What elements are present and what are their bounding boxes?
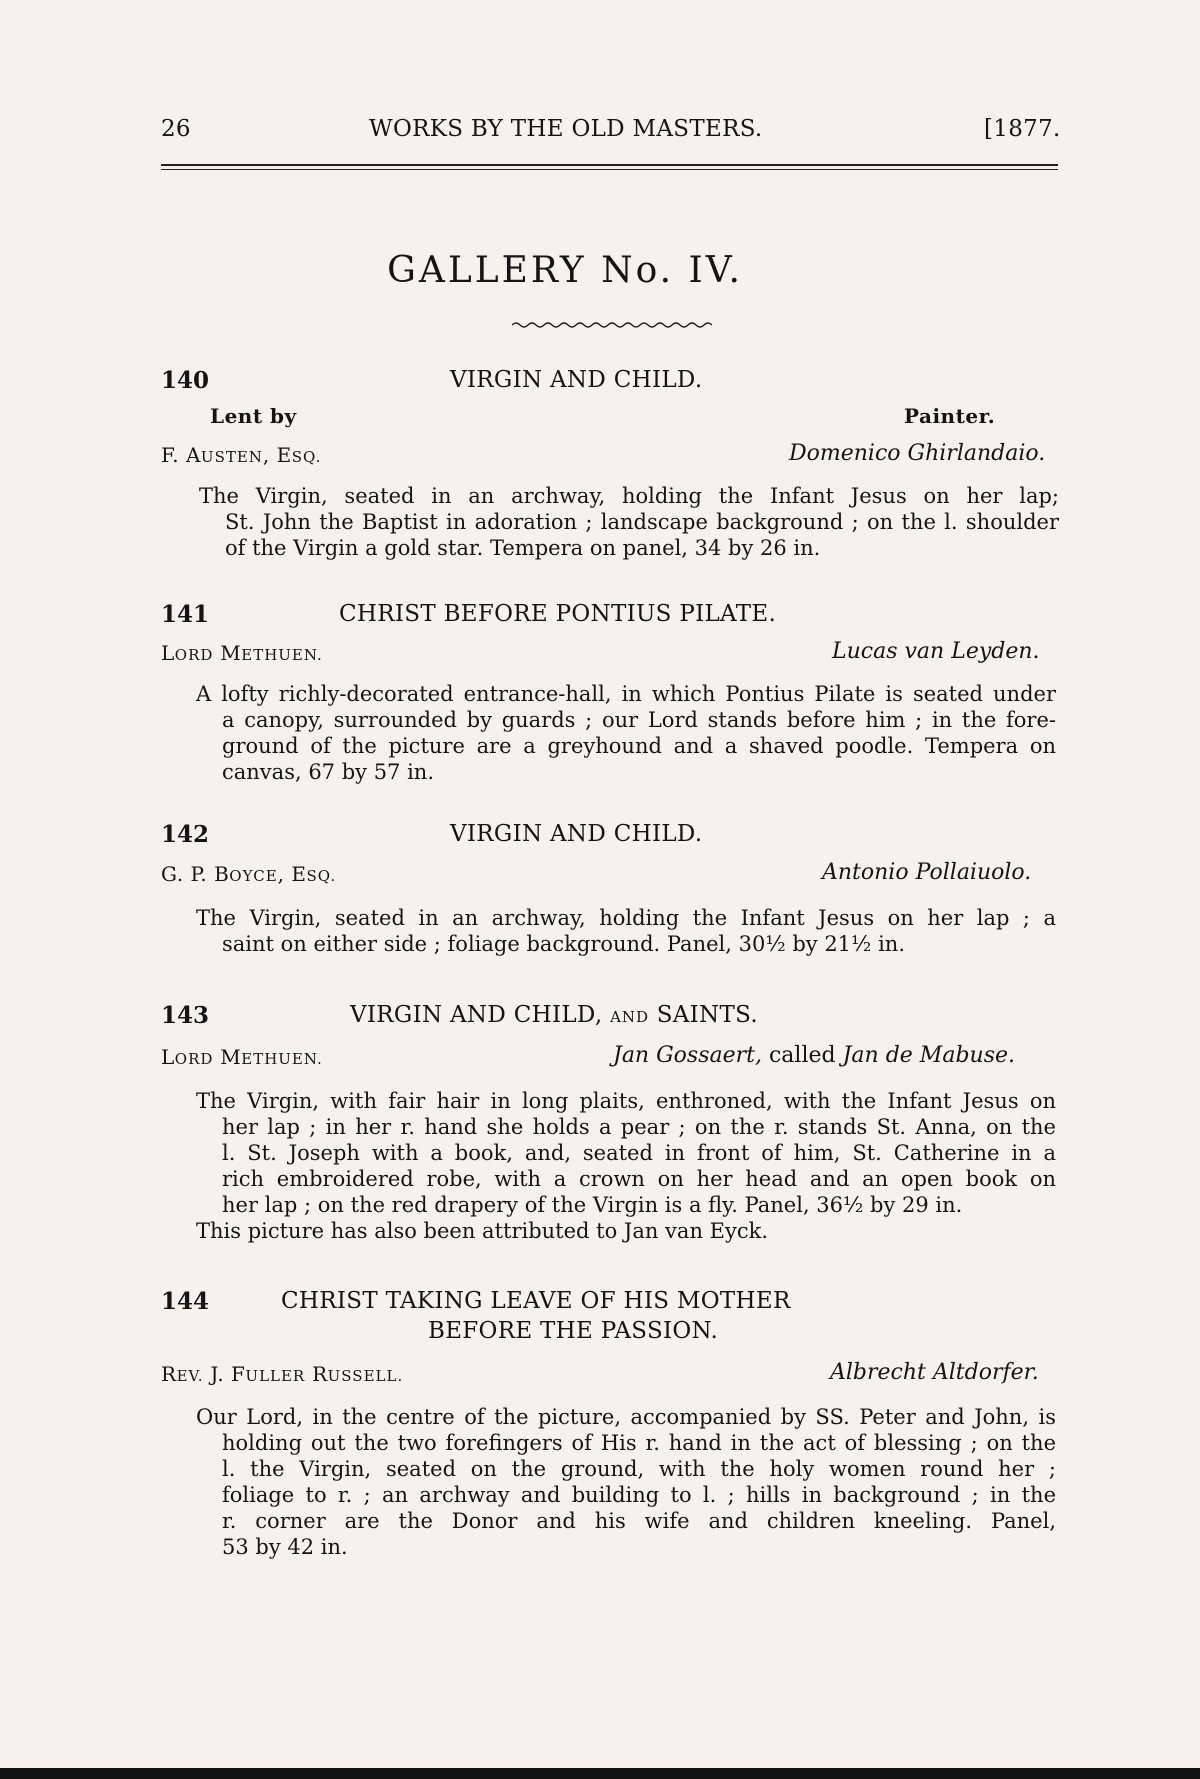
entry-title: CHRIST BEFORE PONTIUS PILATE.	[339, 601, 777, 627]
wavy-divider	[512, 320, 712, 330]
entry-description: The Virgin, seated in an archway, holding the Infant Jesus on her lap ; a saint on either side ; foliage background. Panel, 30½ by 21½ in.	[196, 906, 1056, 956]
entry-description: Our Lord, in the centre of the picture, accompanied by SS. Peter and John, is holding out the two forefingers of His r. hand in the act of blessing ; on the l. the Virgin, seated on the ground, with the holy women round her ; foliage to r. ; an archway and building to l. ; hills in background ; in the r. corner are the Donor and his wife and children kneeling. Panel, 53 by 42 in.	[196, 1405, 1056, 1559]
lender-name: F. AUSTEN, ESQ.	[161, 443, 322, 467]
lender-name: REV. J. FULLER RUSSELL.	[161, 1362, 404, 1386]
entry-title-line-1: CHRIST TAKING LEAVE OF HIS MOTHER	[281, 1288, 791, 1314]
entry-description: The Virgin, with fair hair in long plaits, enthroned, with the Infant Jesus on her lap ; in her r. hand she holds a pear ; on the r. stands St. Anna, on the l. St. Joseph with a book, and, seated in front of him, St. Catherine in a rich embroidered robe, with a crown on her head and an open book on her lap ; on the red drapery of the Virgin is a fly. Panel, 36½ by 29 in. This picture has also been attributed to Jan van Eyck.	[196, 1089, 1056, 1243]
entry-number: 141	[161, 601, 210, 628]
scan-bottom-edge	[0, 1768, 1200, 1779]
entry-description: A lofty richly-decorated entrance-hall, in which Pontius Pilate is seated under a canopy, surrounded by guards ; our Lord stands before him ; in the fore- ground of the picture are a greyhound and a shaved poodle. Tempera on canvas, 67 by 57 in.	[196, 682, 1056, 784]
lender-name: G. P. BOYCE, ESQ.	[161, 862, 337, 886]
entry-number: 142	[161, 821, 210, 848]
entry-description: The Virgin, seated in an archway, holding the Infant Jesus on her lap; St. John the Baptist in adoration ; landscape background ; on the l. shoulder of the Virgin a gold star. Tempera on panel, 34 by 26 in.	[199, 484, 1059, 560]
header-rule-thick	[161, 164, 1058, 166]
entry-title: VIRGIN AND CHILD, AND SAINTS.	[350, 1002, 758, 1028]
painter-name: Antonio Pollaiuolo.	[822, 860, 1032, 885]
entry-number: 140	[161, 367, 210, 394]
painter-name: Domenico Ghirlandaio.	[789, 441, 1046, 466]
page-number: 26	[161, 116, 191, 142]
painter-name: Albrecht Altdorfer.	[830, 1360, 1039, 1385]
lender-name: LORD METHUEN.	[161, 641, 323, 665]
lender-name: LORD METHUEN.	[161, 1045, 323, 1069]
entry-number: 143	[161, 1002, 210, 1029]
running-title: WORKS BY THE OLD MASTERS.	[369, 116, 763, 142]
entry-title: VIRGIN AND CHILD.	[450, 821, 703, 847]
lent-by-label: Lent by	[210, 404, 297, 428]
entry-number: 144	[161, 1288, 210, 1315]
entry-title-line-2: BEFORE THE PASSION.	[428, 1318, 719, 1344]
header-year: [1877.	[984, 116, 1061, 142]
painter-label: Painter.	[904, 404, 996, 428]
painter-name: Lucas van Leyden.	[832, 639, 1040, 664]
gallery-title: GALLERY No. IV.	[387, 250, 743, 291]
painter-name: Jan Gossaert, called Jan de Mabuse.	[613, 1043, 1015, 1068]
header-rule-thin	[161, 169, 1058, 170]
entry-title: VIRGIN AND CHILD.	[450, 367, 703, 393]
